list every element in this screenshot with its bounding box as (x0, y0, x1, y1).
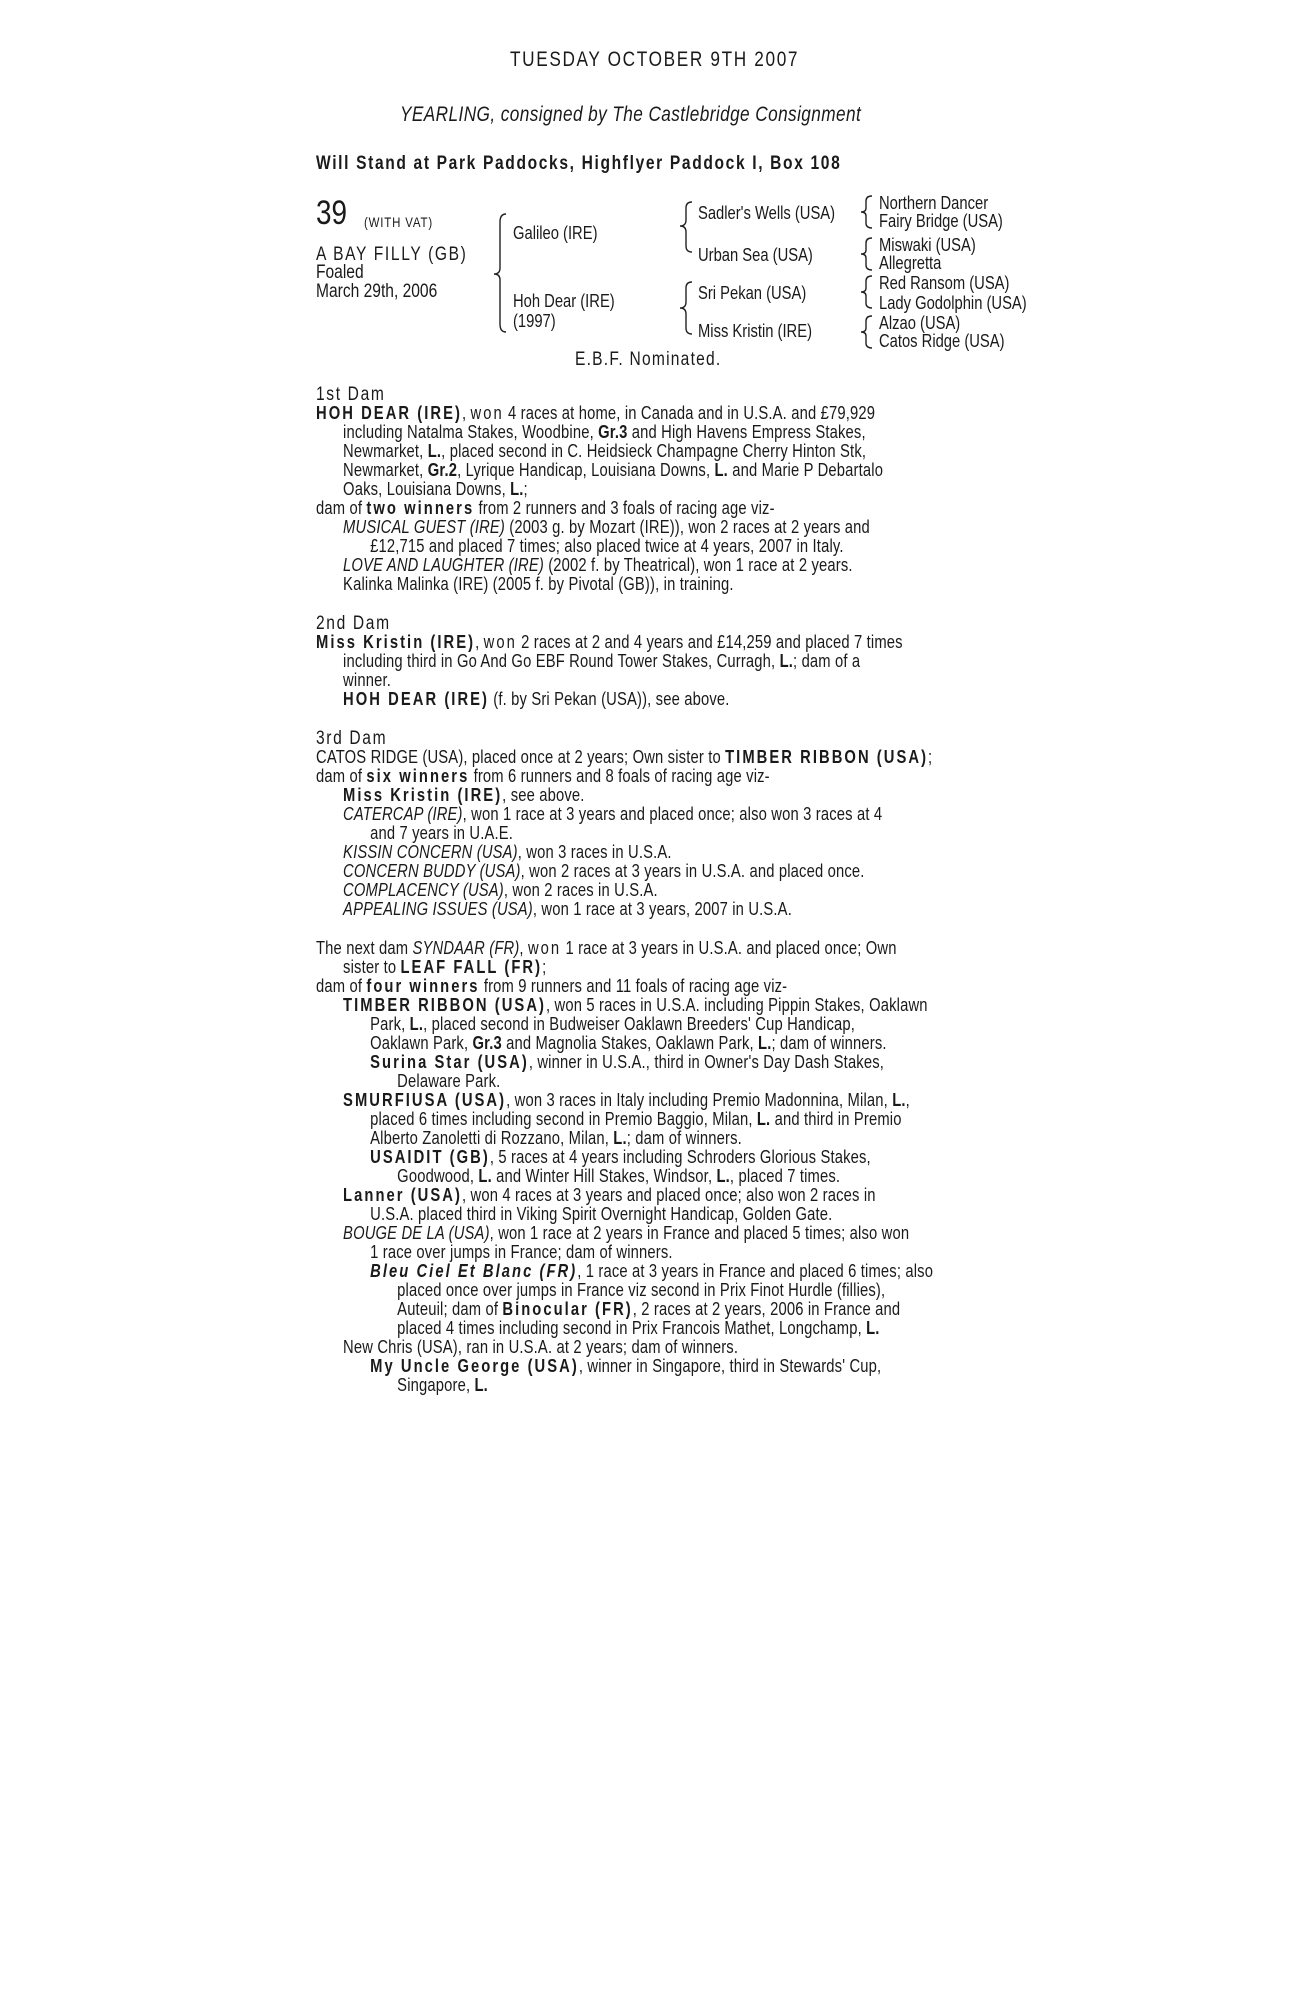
line-text: L. (756, 1109, 771, 1129)
line-text: L. (714, 460, 728, 480)
pedigree-sire: Galileo (IRE) (513, 223, 598, 243)
line-text: Lanner (USA) (343, 1185, 462, 1205)
line-text: , see above. (502, 785, 585, 805)
pedigree-ss-sire: Northern Dancer (879, 193, 989, 213)
lot-description: A BAY FILLY (GB) (316, 244, 468, 265)
line-text: and Magnolia Stakes, Oaklawn Park, (501, 1033, 759, 1053)
line-text: dam of (316, 766, 367, 786)
line-text: SYNDAAR (FR) (412, 938, 520, 958)
family-line (316, 1262, 1013, 1281)
line-text: COMPLACENCY (USA) (343, 880, 504, 900)
line-text: placed 6 times including second in Premio Baggio, Milan, (370, 1109, 757, 1129)
pedigree-sire-sire: Sadler's Wells (USA) (698, 203, 836, 223)
line-text: L. (866, 1318, 880, 1338)
line-text: APPEALING ISSUES (USA) (343, 899, 533, 919)
line-text: , (519, 938, 528, 958)
line-text: L. (409, 1014, 424, 1034)
line-text: (2003 g. by Mozart (IRE)), won 2 races at 2 years and (505, 517, 870, 537)
line-text: HOH DEAR (IRE) (316, 403, 462, 423)
line-text: and Winter Hill Stakes, Windsor, (491, 1166, 717, 1186)
line-text: 2 races at 2 and 4 years and £14,259 and placed 7 times (516, 632, 903, 652)
family-line (316, 575, 1013, 594)
line-text: from 6 runners and 8 foals of racing age viz- (469, 766, 770, 786)
line-text: , won 2 races in U.S.A. (503, 880, 658, 900)
line-text: , (461, 403, 471, 423)
line-text: , won 3 races in U.S.A. (517, 842, 672, 862)
line-text: , won 3 races in Italy including Premio Madonnina, Milan, (506, 1090, 893, 1110)
line-text: Newmarket, (343, 441, 428, 461)
family-section (316, 729, 1013, 919)
line-text: TIMBER RIBBON (USA) (725, 747, 929, 767)
family-line (316, 1205, 1013, 1224)
family-line (316, 862, 1013, 881)
family-line (316, 1167, 1013, 1186)
family-line (316, 537, 1013, 556)
line-text: (2002 f. by Theatrical), won 1 race at 2 years. (543, 555, 853, 575)
line-text: SMURFIUSA (USA) (343, 1090, 507, 1110)
family-section (316, 939, 1013, 1395)
family-line (316, 442, 1013, 461)
brace-gen3-1 (861, 196, 872, 228)
brace-gen2-sire (680, 202, 692, 252)
line-text: ; dam of winners. (771, 1033, 887, 1053)
line-text: L. (427, 441, 442, 461)
line-text: , placed 7 times. (729, 1166, 841, 1186)
brace-gen3-4 (861, 316, 872, 348)
line-text: including third in Go And Go EBF Round Tower Stakes, Curragh, (343, 651, 780, 671)
foaled-date: March 29th, 2006 (316, 281, 438, 302)
family-line (316, 748, 1013, 767)
line-text: Newmarket, (343, 460, 428, 480)
line-text: ; dam of winners. (626, 1128, 742, 1148)
brace-gen3-2 (861, 238, 872, 270)
family-line (316, 996, 1013, 1015)
line-text: six winners (366, 766, 470, 786)
brace-gen3-3 (861, 276, 872, 308)
family-line (316, 1376, 1013, 1395)
line-text: , placed second in C. Heidsieck Champagne Cherry Hinton Stk, (441, 441, 867, 461)
family-notes (316, 385, 1013, 1395)
line-text: Miss Kristin (IRE) (343, 785, 503, 805)
line-text: dam of (316, 976, 367, 996)
line-text: ; (523, 479, 528, 499)
family-line (316, 1129, 1013, 1148)
family-line (316, 1110, 1013, 1129)
line-text: HOH DEAR (IRE) (343, 689, 490, 709)
pedigree-dd-dam: Catos Ridge (USA) (879, 331, 1005, 351)
family-line (316, 423, 1013, 442)
family-line (316, 404, 1013, 423)
line-text: CATERCAP (IRE) (343, 804, 463, 824)
family-line (316, 1243, 1013, 1262)
line-text: from 2 runners and 3 foals of racing age viz- (474, 498, 775, 518)
line-text: Gr.2 (427, 460, 458, 480)
line-text: Goodwood, (397, 1166, 479, 1186)
line-text: from 9 runners and 11 foals of racing age viz- (479, 976, 788, 996)
line-text: ; (928, 747, 933, 767)
vat-note: (WITH VAT) (364, 214, 433, 230)
line-text: U.S.A. placed third in Viking Spirit Overnight Handicap, Golden Gate. (370, 1204, 833, 1224)
family-line (316, 1072, 1013, 1091)
pedigree-dam-year: (1997) (513, 311, 556, 331)
family-line (316, 900, 1013, 919)
line-text: The next dam (316, 938, 413, 958)
pedigree-sire-dam: Urban Sea (USA) (698, 245, 813, 265)
family-line (316, 556, 1013, 575)
brace-gen1 (494, 214, 506, 332)
line-text: L. (892, 1090, 906, 1110)
line-text: , winner in U.S.A., third in Owner's Day Dash Stakes, (528, 1052, 885, 1072)
line-text: Oaklawn Park, (370, 1033, 473, 1053)
line-text: , won 5 races in U.S.A. including Pippin Stakes, Oaklawn (546, 995, 928, 1015)
family-line (316, 652, 1013, 671)
line-text: , won 2 races at 3 years in U.S.A. and placed once. (520, 861, 865, 881)
family-line (316, 843, 1013, 862)
line-text: Gr.3 (598, 422, 628, 442)
line-text: Delaware Park. (397, 1071, 501, 1091)
family-section (316, 385, 1013, 594)
line-text: CATOS RIDGE (USA), placed once at 2 years; Own sister to (316, 747, 726, 767)
family-line (316, 1224, 1013, 1243)
family-section (316, 614, 1013, 709)
pedigree-sd-sire: Miswaki (USA) (879, 235, 976, 255)
lot-number: 39 (316, 194, 348, 232)
line-text: CONCERN BUDDY (USA) (343, 861, 521, 881)
pedigree-dam-dam: Miss Kristin (IRE) (698, 321, 812, 341)
family-line (316, 939, 1013, 958)
line-text: MUSICAL GUEST (IRE) (343, 517, 506, 537)
family-line (316, 1338, 1013, 1357)
line-text: BOUGE DE LA (USA) (343, 1223, 490, 1243)
line-text: ; (542, 957, 547, 977)
stand-location: Will Stand at Park Paddocks, Highflyer Paddock I, Box 108 (316, 153, 842, 174)
family-line (316, 1319, 1013, 1338)
line-text: , (905, 1090, 910, 1110)
line-text: , won 1 race at 2 years in France and placed 5 times; also won (489, 1223, 910, 1243)
line-text: USAIDIT (GB) (370, 1147, 490, 1167)
line-text: L. (474, 1375, 488, 1395)
line-text: including Natalma Stakes, Woodbine, (343, 422, 599, 442)
section-heading: 1st Dam (316, 384, 386, 405)
family-line (316, 633, 1013, 652)
line-text: winner. (343, 670, 391, 690)
section-heading: 2nd Dam (316, 613, 391, 634)
family-line (316, 881, 1013, 900)
line-text: won (527, 938, 562, 958)
line-text: L. (613, 1128, 627, 1148)
line-text: My Uncle George (USA) (370, 1356, 579, 1376)
line-text: New Chris (USA), ran in U.S.A. at 2 years; dam of winners. (343, 1337, 739, 1357)
line-text: , Lyrique Handicap, Louisiana Downs, (457, 460, 715, 480)
foaled-label: Foaled (316, 262, 364, 283)
line-text: LOVE AND LAUGHTER (IRE) (343, 555, 544, 575)
line-text: and Marie P Debartalo (727, 460, 884, 480)
line-text: won (470, 403, 504, 423)
line-text: , won 1 race at 3 years, 2007 in U.S.A. (532, 899, 792, 919)
family-line (316, 1281, 1013, 1300)
family-line (316, 824, 1013, 843)
section-heading: 3rd Dam (316, 728, 388, 749)
family-line (316, 1186, 1013, 1205)
line-text: Oaks, Louisiana Downs, (343, 479, 511, 499)
line-text: 1 race over jumps in France; dam of winners. (370, 1242, 673, 1262)
line-text: 4 races at home, in Canada and in U.S.A. and £79,929 (503, 403, 876, 423)
family-line (316, 690, 1013, 709)
line-text: TIMBER RIBBON (USA) (343, 995, 547, 1015)
family-line (316, 1015, 1013, 1034)
pedigree-ds-sire: Red Ransom (USA) (879, 273, 1010, 293)
family-line (316, 671, 1013, 690)
line-text: Bleu Ciel Et Blanc (FR) (370, 1261, 578, 1281)
line-text: Miss Kristin (IRE) (316, 632, 476, 652)
line-text: Auteuil; dam of (397, 1299, 503, 1319)
family-line (316, 1148, 1013, 1167)
sale-date: TUESDAY OCTOBER 9TH 2007 (510, 48, 800, 71)
line-text: won (483, 632, 517, 652)
pedigree-braces (0, 0, 1308, 400)
family-line (316, 1357, 1013, 1376)
pedigree-sd-dam: Allegretta (879, 253, 942, 273)
line-text: and third in Premio (770, 1109, 902, 1129)
line-text: 1 race at 3 years in U.S.A. and placed once; Own (561, 938, 897, 958)
line-text: Singapore, (397, 1375, 475, 1395)
line-text: (f. by Sri Pekan (USA)), see above. (489, 689, 730, 709)
line-text: Gr.3 (472, 1033, 502, 1053)
family-line (316, 805, 1013, 824)
family-line (316, 461, 1013, 480)
line-text: L. (758, 1033, 772, 1053)
family-line (316, 1091, 1013, 1110)
line-text: , 1 race at 3 years in France and placed 6 times; also (577, 1261, 934, 1281)
line-text: KISSIN CONCERN (USA) (343, 842, 518, 862)
family-line (316, 518, 1013, 537)
line-text: , (475, 632, 484, 652)
line-text: placed once over jumps in France viz second in Prix Finot Hurdle (fillies), (397, 1280, 886, 1300)
family-line (316, 977, 1013, 996)
line-text: L. (716, 1166, 730, 1186)
family-line (316, 958, 1013, 977)
line-text: dam of (316, 498, 367, 518)
pedigree-dd-sire: Alzao (USA) (879, 313, 961, 333)
family-line (316, 786, 1013, 805)
line-text: , 2 races at 2 years, 2006 in France and (632, 1299, 901, 1319)
line-text: two winners (366, 498, 475, 518)
line-text: and High Havens Empress Stakes, (627, 422, 866, 442)
family-line (316, 1053, 1013, 1072)
line-text: L. (478, 1166, 492, 1186)
line-text: Park, (370, 1014, 410, 1034)
line-text: four winners (366, 976, 480, 996)
line-text: , won 1 race at 3 years and placed once; also won 3 races at 4 (462, 804, 883, 824)
family-line (316, 1300, 1013, 1319)
line-text: L. (779, 651, 794, 671)
pedigree-ss-dam: Fairy Bridge (USA) (879, 211, 1003, 231)
brace-gen2-dam (680, 282, 692, 334)
consignment-line: YEARLING, consigned by The Castlebridge Consignment (400, 103, 862, 126)
family-line (316, 499, 1013, 518)
family-line (316, 480, 1013, 499)
line-text: Binocular (FR) (502, 1299, 633, 1319)
line-text: , 5 races at 4 years including Schroders Glorious Stakes, (489, 1147, 871, 1167)
line-text: placed 4 times including second in Prix Francois Mathet, Longchamp, (397, 1318, 867, 1338)
line-text: £12,715 and placed 7 times; also placed twice at 4 years, 2007 in Italy. (370, 536, 844, 556)
pedigree-dam: Hoh Dear (IRE) (513, 291, 615, 311)
line-text: Alberto Zanoletti di Rozzano, Milan, (370, 1128, 614, 1148)
line-text: ; dam of a (793, 651, 861, 671)
line-text: , placed second in Budweiser Oaklawn Breeders' Cup Handicap, (423, 1014, 856, 1034)
family-line (316, 1034, 1013, 1053)
line-text: , won 4 races at 3 years and placed once; also won 2 races in (461, 1185, 876, 1205)
line-text: Surina Star (USA) (370, 1052, 529, 1072)
ebf-nomination: E.B.F. Nominated. (575, 349, 722, 370)
line-text: Kalinka Malinka (IRE) (2005 f. by Pivotal (GB)), in training. (343, 574, 734, 594)
pedigree-dam-sire: Sri Pekan (USA) (698, 283, 807, 303)
line-text: L. (510, 479, 524, 499)
line-text: sister to (343, 957, 401, 977)
pedigree-ds-dam: Lady Godolphin (USA) (879, 293, 1027, 313)
family-line (316, 767, 1013, 786)
line-text: and 7 years in U.A.E. (370, 823, 514, 843)
line-text: , winner in Singapore, third in Stewards' Cup, (578, 1356, 882, 1376)
line-text: LEAF FALL (FR) (400, 957, 543, 977)
